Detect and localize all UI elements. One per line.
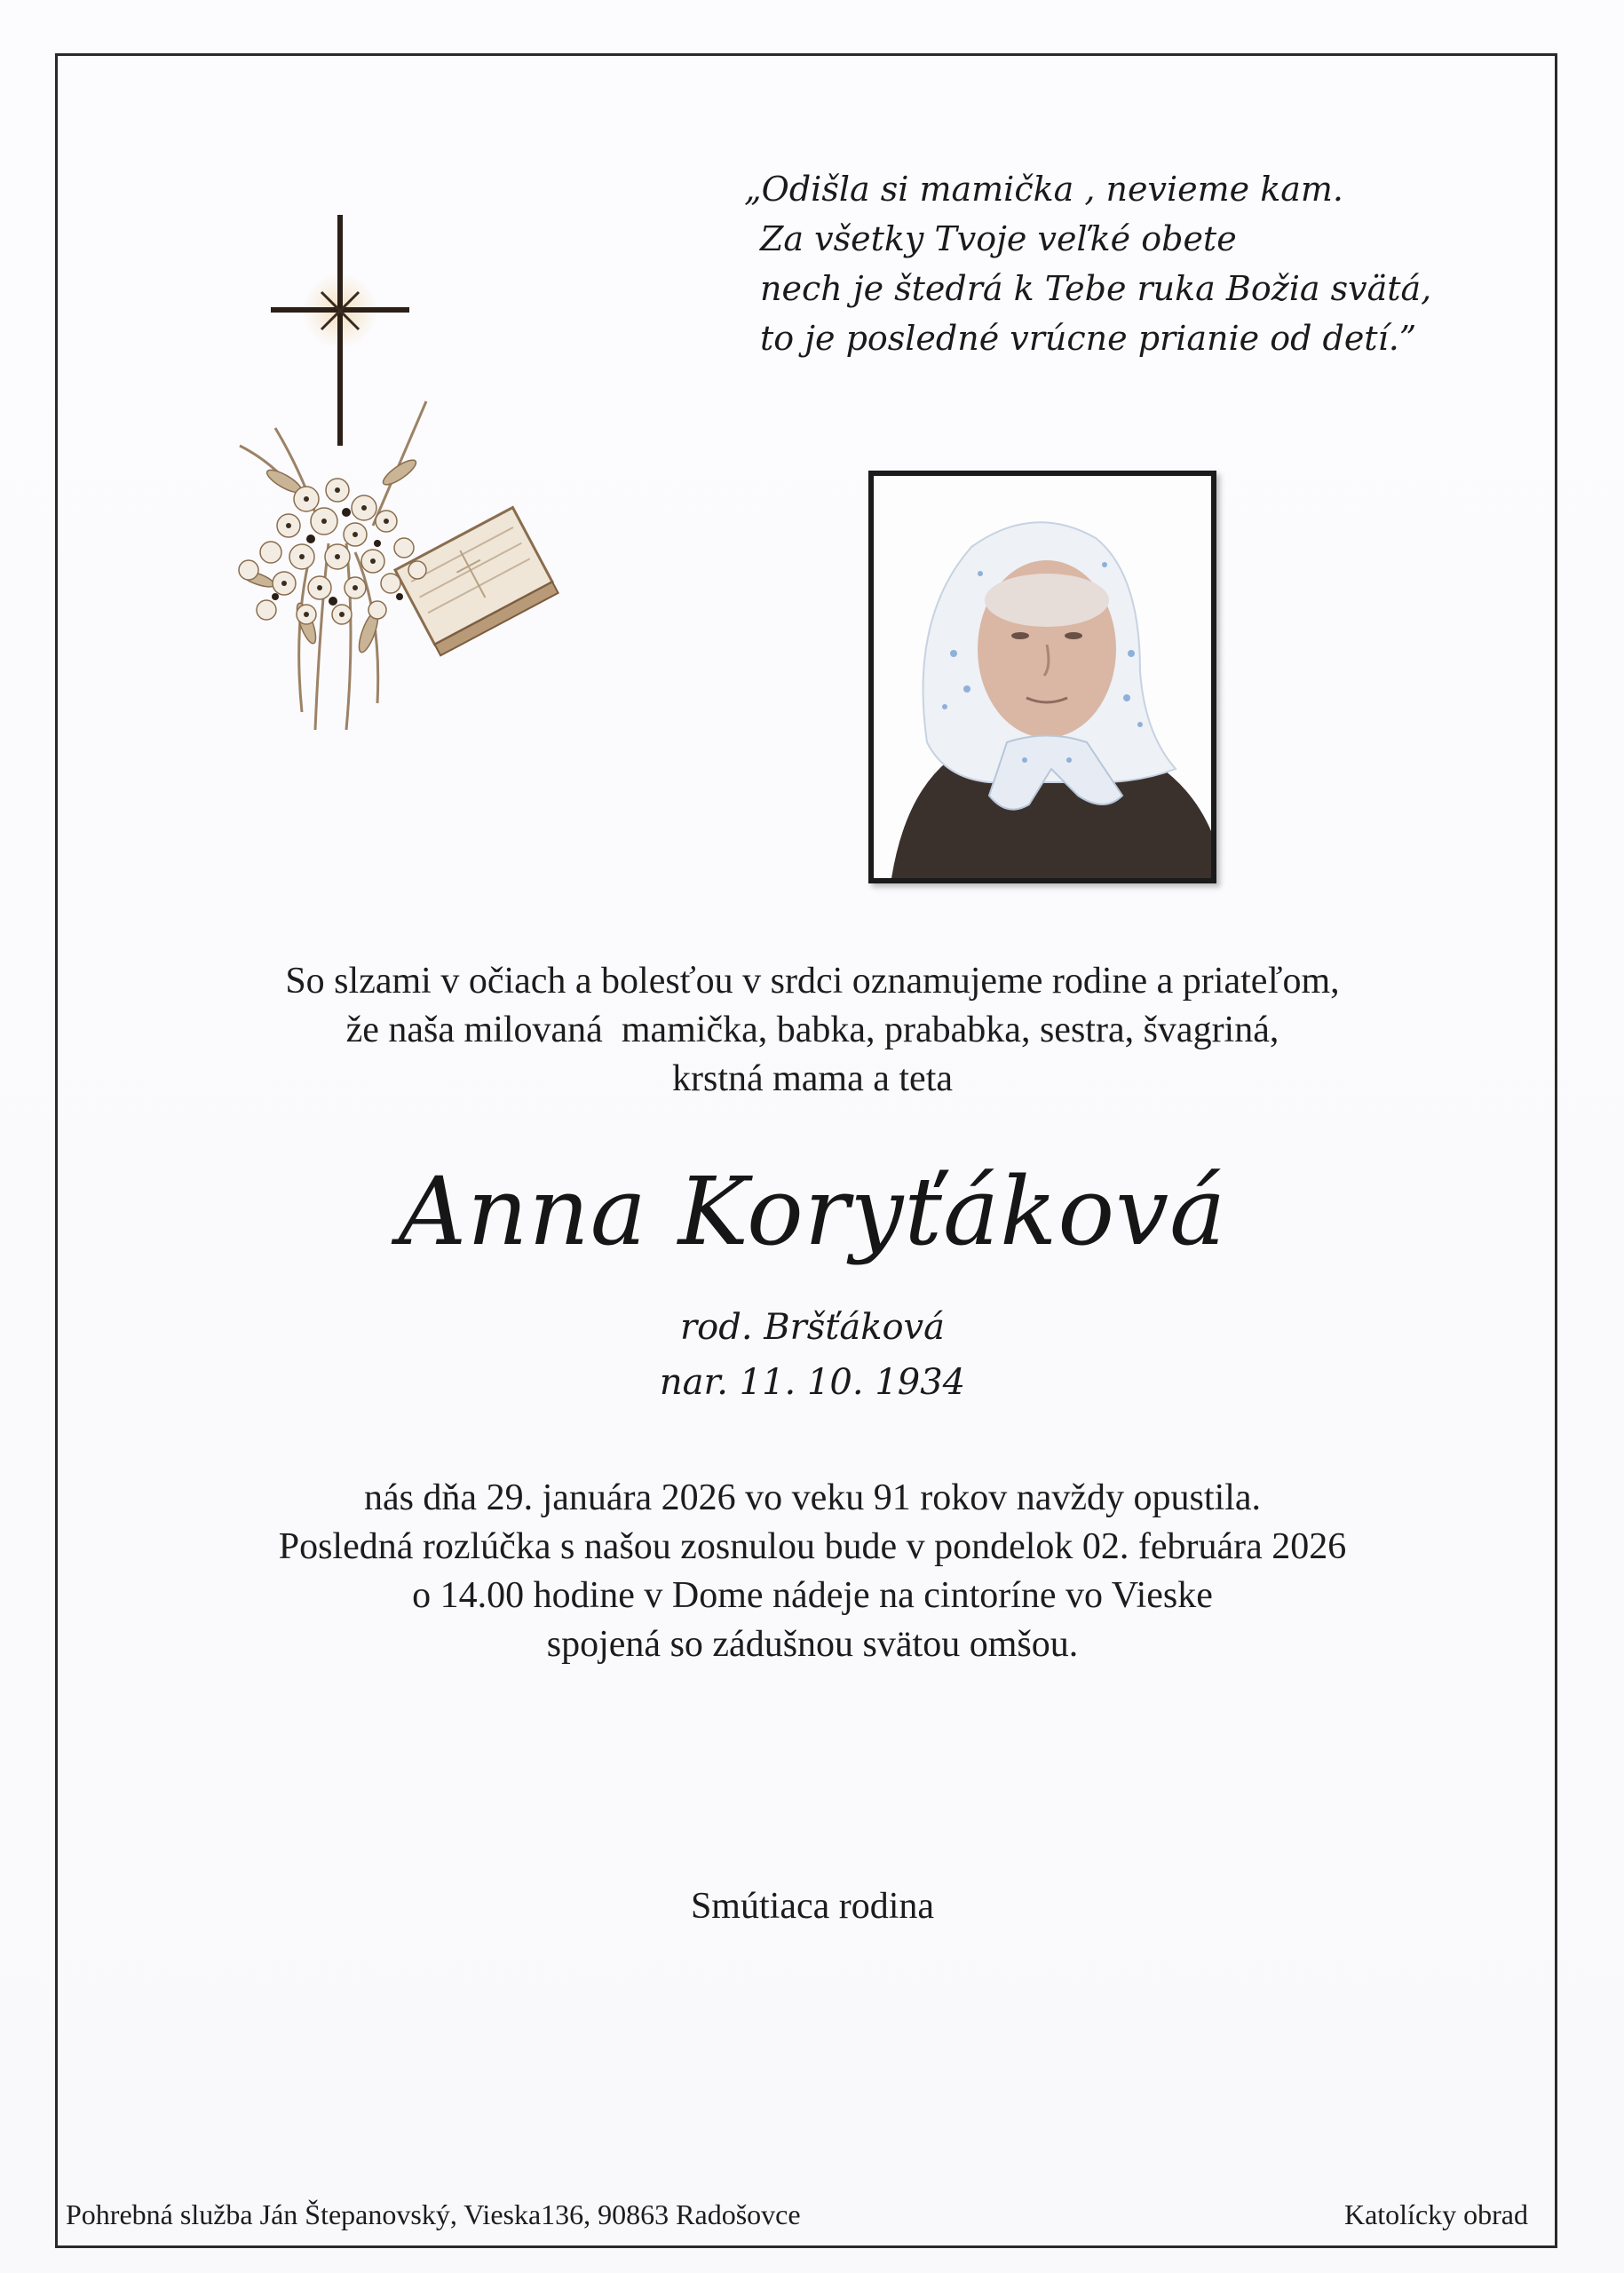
signature: Smútiaca rodina	[690, 1886, 935, 1927]
maiden-name: rod. Bršťáková	[680, 1307, 945, 1348]
deceased-name: Anna Koryťáková	[398, 1157, 1227, 1266]
memorial-quote	[744, 164, 1543, 363]
quote-line: „Odišla si mamička , nevieme kam.	[744, 170, 1343, 209]
details-line: o 14.00 hodine v Dome nádeje na cintoríne vo Vieske	[412, 1575, 1213, 1616]
details-line: nás dňa 29. januára 2026 vo veku 91 rokov navždy opustila.	[363, 1477, 1262, 1518]
quote-line: nech je štedrá k Tebe ruka Božia svätá,	[760, 269, 1432, 308]
details-line: Posledná rozlúčka s našou zosnulou bude v pondelok 02. februára 2026	[278, 1526, 1347, 1567]
announcement-line: krstná mama a teta	[671, 1058, 954, 1099]
funeral-details	[89, 1474, 1536, 1669]
quote-line: Za všetky Tvoje veľké obete	[760, 219, 1237, 258]
announcement-line: So slzami v očiach a bolesťou v srdci oznamujeme rodine a priateľom,	[285, 961, 1340, 1002]
announcement	[89, 957, 1536, 1104]
details-line: spojená so zádušnou svätou omšou.	[546, 1624, 1079, 1665]
cross-with-flowers-and-book-icon	[222, 206, 559, 756]
portrait-photo	[868, 471, 1216, 883]
funeral-service-info: Pohrebná služba Ján Štepanovský, Vieska136, 90863 Radošovce	[66, 2198, 801, 2230]
quote-line: to je posledné vrúcne prianie od detí.”	[760, 319, 1417, 358]
rite-label: Katolícky obrad	[1343, 2198, 1528, 2230]
announcement-line: že naša milovaná mamička, babka, prababka, sestra, švagriná,	[345, 1010, 1279, 1050]
birth-date: nar. 11. 10. 1934	[659, 1362, 966, 1403]
